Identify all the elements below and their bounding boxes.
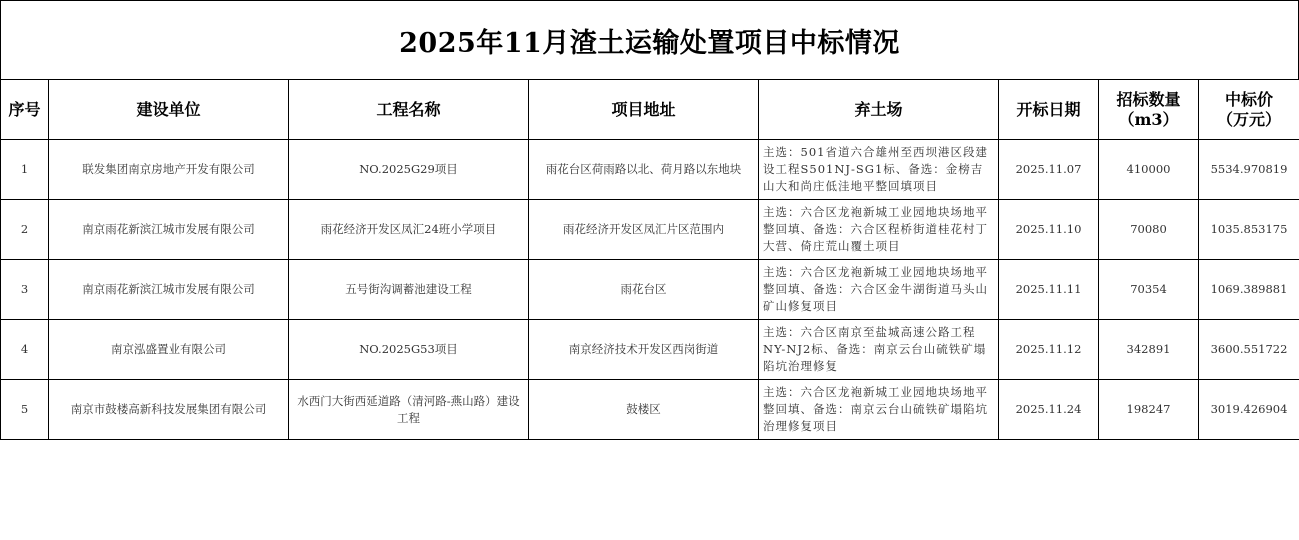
cell-bid-date: 2025.11.24 [999,380,1099,440]
cell-index: 4 [1,320,49,380]
header-project: 工程名称 [289,80,529,140]
header-quantity: 招标数量（m3） [1099,80,1199,140]
cell-dump-site: 主选：六合区龙袍新城工业园地块场地平整回填、备选：六合区程桥街道桂花村丁大营、倚庄荒山覆土项目 [759,200,999,260]
cell-builder: 南京雨花新滨江城市发展有限公司 [49,200,289,260]
cell-index: 1 [1,140,49,200]
table-row [1,140,1299,200]
cell-bid-date: 2025.11.11 [999,260,1099,320]
cell-index: 2 [1,200,49,260]
cell-dump-site: 主选：六合区龙袍新城工业园地块场地平整回填、备选：六合区金牛湖街道马头山矿山修复项目 [759,260,999,320]
table-row [1,380,1299,440]
cell-price: 3019.426904 [1199,380,1299,440]
cell-price: 1069.389881 [1199,260,1299,320]
title-cell [0,0,1299,79]
cell-project: 水西门大街西延道路（清河路-燕山路）建设工程 [289,380,529,440]
cell-builder: 联发集团南京房地产开发有限公司 [49,140,289,200]
cell-address: 雨花经济开发区凤汇片区范围内 [529,200,759,260]
cell-address: 雨花台区荷雨路以北、荷月路以东地块 [529,140,759,200]
cell-address: 雨花台区 [529,260,759,320]
cell-quantity: 342891 [1099,320,1199,380]
cell-bid-date: 2025.11.07 [999,140,1099,200]
header-dump-site: 弃土场 [759,80,999,140]
cell-quantity: 198247 [1099,380,1199,440]
header-index: 序号 [1,80,49,140]
cell-address: 南京经济技术开发区西岗街道 [529,320,759,380]
cell-price: 5534.970819 [1199,140,1299,200]
table-row [1,260,1299,320]
cell-builder: 南京市鼓楼高新科技发展集团有限公司 [49,380,289,440]
cell-bid-date: 2025.11.12 [999,320,1099,380]
cell-bid-date: 2025.11.10 [999,200,1099,260]
cell-address: 鼓楼区 [529,380,759,440]
cell-price: 3600.551722 [1199,320,1299,380]
cell-project: NO.2025G53项目 [289,320,529,380]
cell-project: 五号街沟调蓄池建设工程 [289,260,529,320]
cell-dump-site: 主选：六合区南京至盐城高速公路工程NY-NJ2标、备选：南京云台山硫铁矿塌陷坑治理修复 [759,320,999,380]
cell-project: NO.2025G29项目 [289,140,529,200]
cell-price: 1035.853175 [1199,200,1299,260]
cell-quantity: 410000 [1099,140,1199,200]
bid-results-table [0,79,1299,440]
cell-index: 3 [1,260,49,320]
table-row [1,320,1299,380]
header-builder: 建设单位 [49,80,289,140]
cell-dump-site: 主选：501省道六合雄州至西坝港区段建设工程S501NJ-SG1标、备选：金榜吉山大和尚庄低洼地平整回填项目 [759,140,999,200]
table-header-row [1,80,1299,140]
cell-project: 雨花经济开发区凤汇24班小学项目 [289,200,529,260]
header-address: 项目地址 [529,80,759,140]
cell-builder: 南京泓盛置业有限公司 [49,320,289,380]
table-row [1,200,1299,260]
header-price: 中标价（万元） [1199,80,1299,140]
cell-quantity: 70080 [1099,200,1199,260]
header-bid-date: 开标日期 [999,80,1099,140]
cell-dump-site: 主选：六合区龙袍新城工业园地块场地平整回填、备选：南京云台山硫铁矿塌陷坑治理修复项目 [759,380,999,440]
cell-quantity: 70354 [1099,260,1199,320]
cell-builder: 南京雨花新滨江城市发展有限公司 [49,260,289,320]
cell-index: 5 [1,380,49,440]
page-title: 2025年11月渣土运输处置项目中标情况 [399,27,900,59]
